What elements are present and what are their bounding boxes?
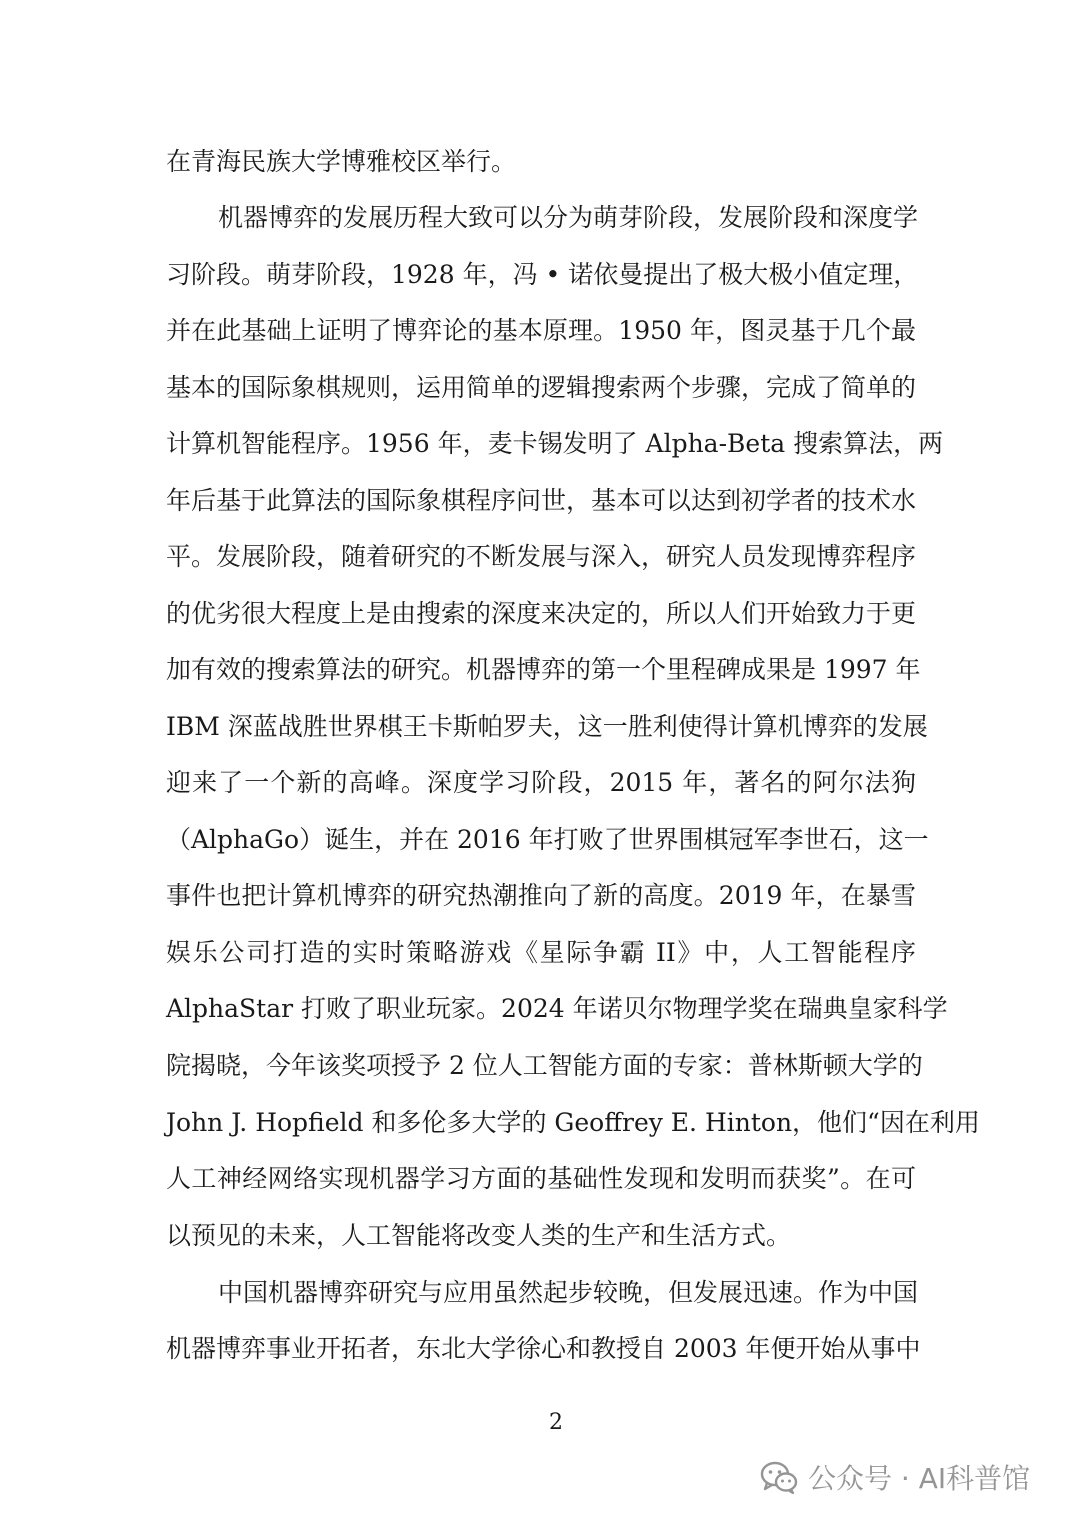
paragraph-start: 机器博弈的发展历程大致可以分为萌芽阶段，发展阶段和深度学	[218, 203, 919, 232]
text-line: 平。发展阶段，随着研究的不断发展与深入，研究人员发现博弈程序	[166, 542, 917, 571]
wechat-icon	[760, 1460, 798, 1494]
text-line: 娱乐公司打造的实时策略游戏《星际争霸 II》中，人工智能程序	[166, 938, 916, 967]
text-line: IBM 深蓝战胜世界棋王卡斯帕罗夫，这一胜利使得计算机博弈的发展	[166, 712, 928, 741]
text-line: 事件也把计算机博弈的研究热潮推向了新的高度。2019 年，在暴雪	[166, 881, 916, 910]
paragraph-start: 中国机器博弈研究与应用虽然起步较晚，但发展迅速。作为中国	[218, 1278, 919, 1307]
text-line: 人工神经网络实现机器学习方面的基础性发现和发明而获奖”。在可	[166, 1164, 916, 1193]
text-line: 机器博弈事业开拓者，东北大学徐心和教授自 2003 年便开始从事中	[166, 1334, 921, 1363]
text-line: 院揭晓，今年该奖项授予 2 位人工智能方面的专家：普林斯顿大学的	[166, 1051, 923, 1080]
watermark	[760, 1455, 1030, 1499]
text-line: 在青海民族大学博雅校区举行。	[166, 147, 517, 176]
text-line: 习阶段。萌芽阶段，1928 年，冯 • 诺依曼提出了极大极小值定理，	[166, 260, 919, 289]
text-line: John J. Hopfield 和多伦多大学的 Geoffrey E. Hinton，他们“因在利用	[166, 1108, 980, 1137]
text-line: （AlphaGo）诞生，并在 2016 年打败了世界围棋冠军李世石，这一	[166, 825, 929, 854]
text-line: 的优劣很大程度上是由搜索的深度来决定的，所以人们开始致力于更	[166, 599, 917, 628]
watermark-text: 公众号 · AI科普馆	[808, 1462, 1031, 1495]
text-line: 以预见的未来，人工智能将改变人类的生产和生活方式。	[166, 1221, 792, 1250]
text-line: 计算机智能程序。1956 年，麦卡锡发明了 Alpha-Beta 搜索算法，两	[166, 429, 944, 458]
page-number: 2	[549, 1410, 563, 1435]
text-line: 并在此基础上证明了博弈论的基本原理。1950 年，图灵基于几个最	[166, 316, 916, 345]
text-line: 加有效的搜索算法的研究。机器博弈的第一个里程碑成果是 1997 年	[166, 655, 921, 684]
text-line: 年后基于此算法的国际象棋程序问世，基本可以达到初学者的技术水	[166, 486, 917, 515]
text-line: AlphaStar 打败了职业玩家。2024 年诺贝尔物理学奖在瑞典皇家科学	[166, 994, 948, 1023]
text-line: 迎来了一个新的高峰。深度学习阶段，2015 年，著名的阿尔法狗	[166, 768, 916, 797]
text-line: 基本的国际象棋规则，运用简单的逻辑搜索两个步骤，完成了简单的	[166, 373, 917, 402]
